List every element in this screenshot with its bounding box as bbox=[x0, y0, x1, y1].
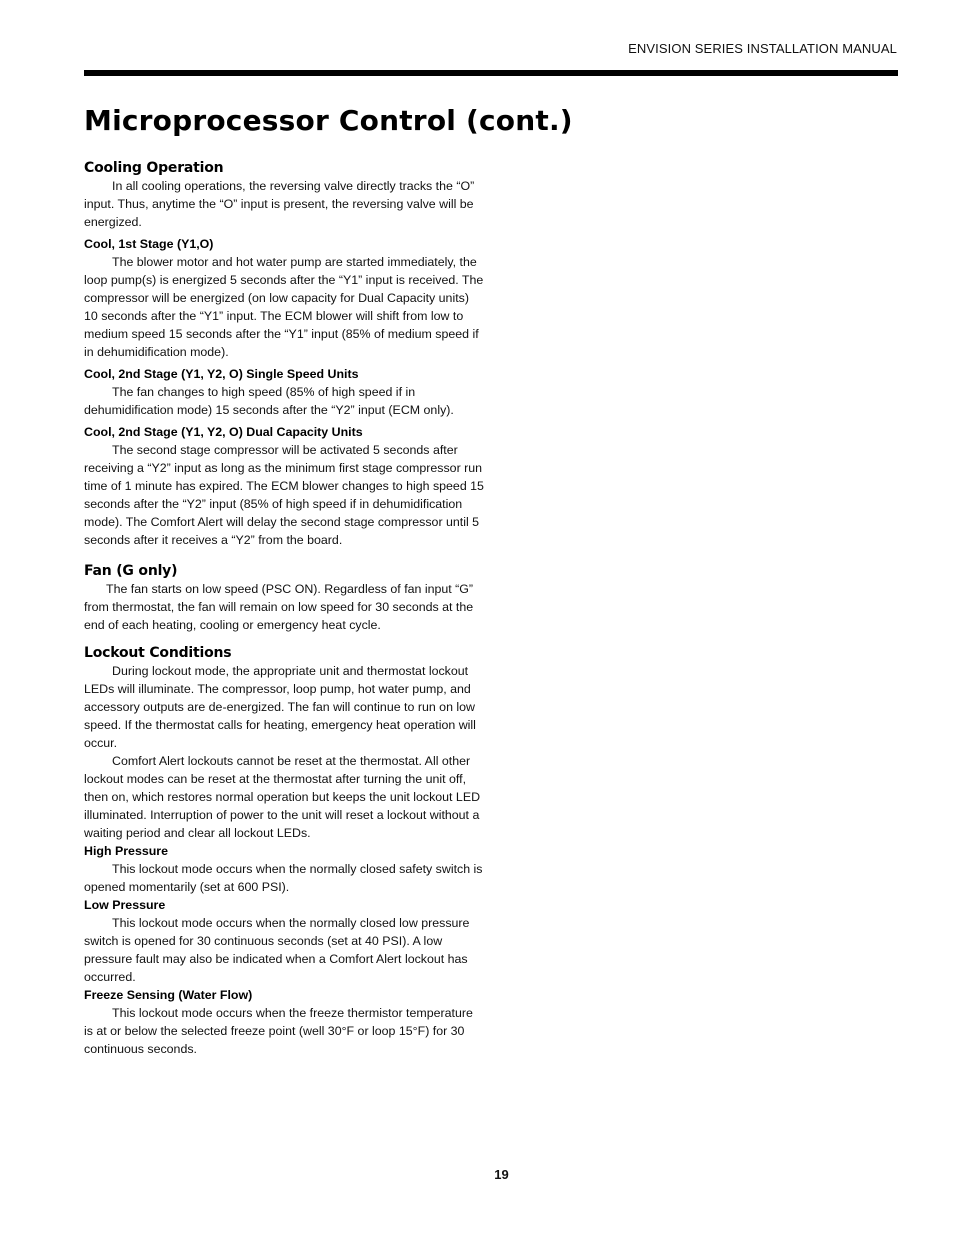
manual-title: ENVISION SERIES INSTALLATION MANUAL bbox=[628, 41, 897, 56]
freeze-sensing-heading: Freeze Sensing (Water Flow) bbox=[84, 988, 253, 1002]
fan-paragraph: The fan starts on low speed (PSC ON). Regardless of fan input “G” from thermostat, the fan will remain on low speed for 30 seconds at the end of each heating, cooling or emergency heat cycle. bbox=[84, 582, 474, 632]
fan-heading: Fan (G only) bbox=[84, 563, 178, 579]
cooling-operation-heading: Cooling Operation bbox=[84, 160, 224, 176]
main-column bbox=[84, 159, 484, 1058]
cooling-intro-paragraph: In all cooling operations, the reversing valve directly tracks the “O” input. Thus, anytime the “O” input is present, the reversing valve will be energized. bbox=[84, 179, 475, 229]
cool-stage1-paragraph: The blower motor and hot water pump are started immediately, the loop pump(s) is energized 5 seconds after the “Y1” input is received. The compressor will be energized (on low capacity for Dual Capacity units) 10 seconds after the “Y1” input. The ECM blower will shift from low to medium speed 15 seconds after the “Y1” input (85% of medium speed if in dehumidification mode). bbox=[84, 255, 484, 359]
freeze-sensing-paragraph: This lockout mode occurs when the freeze thermistor temperature is at or below the selected freeze point (well 30°F or loop 15°F) for 30 continuous seconds. bbox=[84, 1006, 473, 1056]
high-pressure-paragraph: This lockout mode occurs when the normally closed safety switch is opened momentarily (set at 600 PSI). bbox=[84, 862, 483, 894]
page-number: 19 bbox=[494, 1167, 509, 1182]
low-pressure-paragraph: This lockout mode occurs when the normally closed low pressure switch is opened for 30 continuous seconds (set at 40 PSI). A low pressure fault may also be indicated when a Comfort Alert lockout has occurred. bbox=[84, 916, 470, 984]
low-pressure-heading: Low Pressure bbox=[84, 898, 166, 912]
header-divider bbox=[84, 70, 898, 76]
page-title: Microprocessor Control (cont.) bbox=[84, 104, 573, 137]
lockout-conditions-heading: Lockout Conditions bbox=[84, 645, 232, 661]
cool-stage1-heading: Cool, 1st Stage (Y1,O) bbox=[84, 237, 214, 251]
lockout-paragraph-2: Comfort Alert lockouts cannot be reset at the thermostat. All other lockout modes can be reset at the thermostat after turning the unit off, then on, which restores normal operation but keeps the unit lockout LED illuminated. Interruption of power to the unit will reset a lockout without a waiting period and clear all lockout LEDs. bbox=[84, 754, 481, 840]
cool-stage2-single-heading: Cool, 2nd Stage (Y1, Y2, O) Single Speed Units bbox=[84, 367, 359, 381]
cool-stage2-dual-paragraph: The second stage compressor will be activated 5 seconds after receiving a “Y2” input as long as the minimum first stage compressor run time of 1 minute has expired. The ECM blower changes to high speed 15 seconds after the “Y2” input (85% of high speed if in dehumidification mode). The Comfort Alert will delay the second stage compressor until 5 seconds after it receives a “Y2” from the board. bbox=[84, 443, 484, 547]
cool-stage2-single-paragraph: The fan changes to high speed (85% of high speed if in dehumidification mode) 15 seconds after the “Y2” input (ECM only). bbox=[84, 385, 454, 417]
cool-stage2-dual-heading: Cool, 2nd Stage (Y1, Y2, O) Dual Capacity Units bbox=[84, 425, 363, 439]
lockout-paragraph-1: During lockout mode, the appropriate unit and thermostat lockout LEDs will illuminate. The compressor, loop pump, hot water pump, and accessory outputs are de-energized. The fan will continue to run on low speed. If the thermostat calls for heating, emergency heat operation will occur. bbox=[84, 664, 476, 750]
high-pressure-heading: High Pressure bbox=[84, 844, 169, 858]
